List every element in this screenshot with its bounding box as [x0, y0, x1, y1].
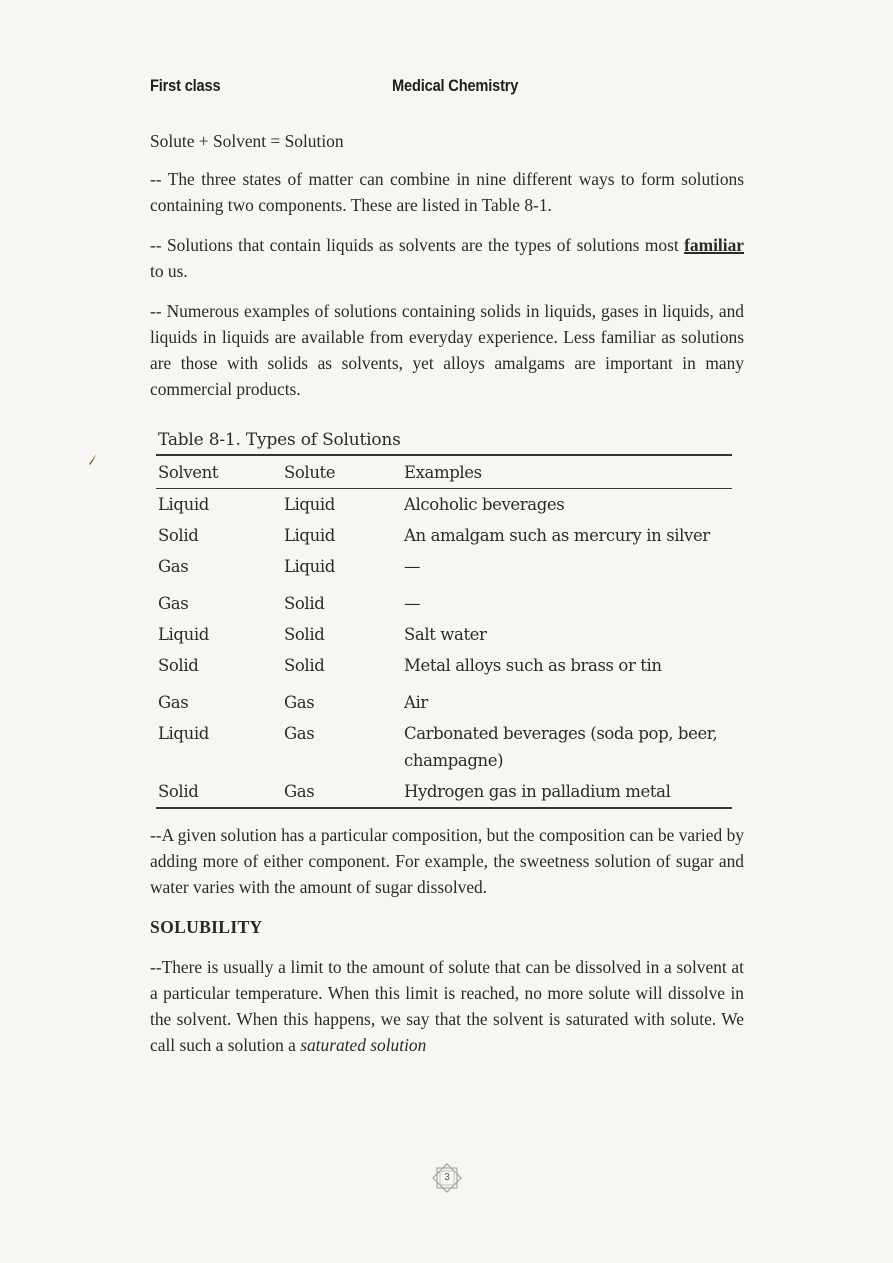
saturation-paragraph [150, 954, 744, 1058]
cell-solvent: Gas [158, 557, 189, 576]
states-paragraph: -- The three states of matter can combine in nine different ways to form solutions containing two components. These are listed in Table 8-1. [150, 169, 744, 215]
header-solute: Solute [282, 455, 402, 489]
cell-solvent: Gas [158, 594, 189, 613]
liquids-text-start: -- Solutions that contain liquids as solvents are the types of solutions most [150, 235, 685, 255]
familiar-emphasis: familiar [684, 235, 744, 255]
table-row [156, 650, 732, 681]
cell-solute: Solid [284, 625, 325, 644]
cell-example: Air [404, 693, 428, 712]
cell-example: Salt water [404, 625, 487, 644]
cell-solute: Gas [282, 776, 402, 808]
cell-example: Hydrogen gas in palladium metal [402, 776, 732, 808]
table-row [156, 718, 732, 776]
cell-solvent: Liquid [158, 724, 209, 743]
table-row [156, 681, 732, 718]
cell-example: An amalgam such as mercury in silver [404, 526, 710, 545]
cell-solvent: Solid [158, 526, 199, 545]
composition-paragraph: --A given solution has a particular composition, but the composition can be varied by adding more of either component. For example, the sweetness solution of sugar and water varies with the amount of sugar dissolved. [150, 825, 744, 897]
cell-solvent: Liquid [158, 495, 209, 514]
table-row [156, 520, 732, 551]
saturation-text: --There is usually a limit to the amount of solute that can be dissolved in a solvent at a particular temperature. When this limit is reached, no more solute will dissolve in the solvent. When this happens, we say that the solvent is saturated with solute. We call such a solution a [150, 957, 744, 1055]
cell-solute: Liquid [284, 495, 335, 514]
cell-solute: Liquid [284, 526, 335, 545]
table-row [156, 551, 732, 582]
section-title-solubility: SOLUBILITY [150, 917, 263, 937]
cell-example: — [404, 557, 421, 576]
equation-paragraph: Solute + Solvent = Solution [150, 131, 344, 151]
saturated-solution-emphasis: saturated solution [300, 1035, 427, 1055]
cell-example: Alcoholic beverages [404, 495, 565, 514]
cell-example: Carbonated beverages (soda pop, beer, champagne) [404, 724, 718, 770]
cell-solvent: Solid [158, 656, 199, 675]
table-caption: Table 8-1. Types of Solutions [158, 430, 401, 450]
solutions-table [156, 454, 732, 809]
page-number-ornament [426, 1160, 468, 1196]
table-row [156, 489, 732, 521]
ink-mark [86, 452, 98, 466]
cell-example: — [404, 594, 421, 613]
cell-solute: Gas [284, 693, 315, 712]
header-solvent: Solvent [156, 455, 282, 489]
examples-paragraph: -- Numerous examples of solutions containing solids in liquids, gases in liquids, and liquids in liquids are available from everyday experience. Less familiar as solutions are those with solids as solvents, yet alloys amalgams are important in many commercial products. [150, 301, 744, 399]
cell-solute: Solid [284, 656, 325, 675]
liquids-text-end: to us. [150, 261, 188, 281]
cell-solute: Solid [284, 594, 325, 613]
solutions-table-block [156, 430, 732, 809]
cell-solvent: Gas [158, 693, 189, 712]
header-subject: Medical Chemistry [392, 76, 519, 95]
header-examples: Examples [402, 455, 732, 489]
header-course: First class [150, 76, 221, 95]
page-number: 3 [444, 1172, 450, 1183]
table-header-row [156, 455, 732, 489]
intro-text [150, 128, 744, 416]
cell-example: Metal alloys such as brass or tin [404, 656, 662, 675]
cell-solvent: Liquid [158, 625, 209, 644]
table-row [156, 619, 732, 650]
cell-solute: Liquid [284, 557, 335, 576]
table-row [156, 582, 732, 619]
liquids-paragraph [150, 232, 744, 284]
cell-solute: Gas [284, 724, 315, 743]
cell-solvent: Solid [156, 776, 282, 808]
table-row [156, 776, 732, 808]
lower-text [150, 822, 744, 1072]
